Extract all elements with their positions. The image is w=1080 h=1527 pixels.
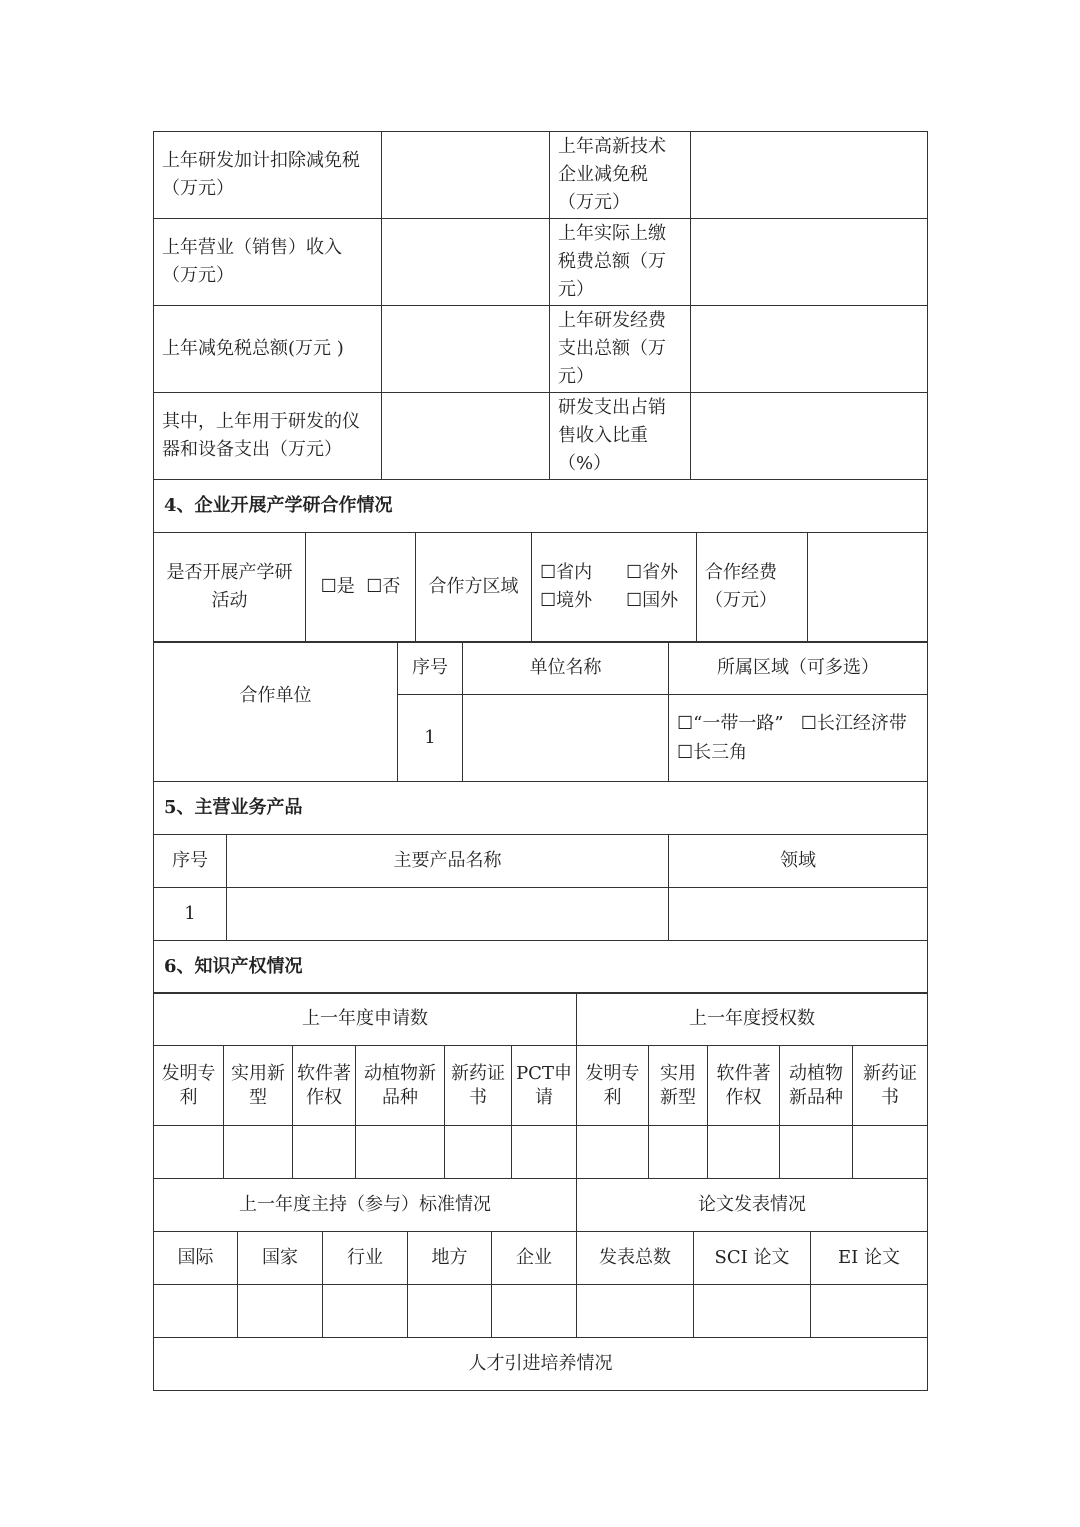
standards-table xyxy=(153,1178,928,1391)
apply-col-header: 发明专利 xyxy=(154,1046,224,1126)
area-header: 所属区域（可多选） xyxy=(669,642,928,695)
apply-value-field[interactable] xyxy=(356,1126,445,1179)
belt-road-checkbox[interactable]: ☐“一带一路” xyxy=(677,713,784,734)
grant-col-header: 实用新型 xyxy=(649,1046,708,1126)
standard-value-field[interactable] xyxy=(238,1284,323,1337)
section-title-coop: 4、企业开展产学研合作情况 xyxy=(154,480,928,533)
grant-col-header: 动植物新品种 xyxy=(780,1046,853,1126)
apply-col-header: 动植物新品种 xyxy=(356,1046,445,1126)
finance-label: 上年高新技术企业减免税（万元） xyxy=(550,132,691,219)
product-field-field[interactable] xyxy=(669,887,928,940)
finance-row xyxy=(154,132,928,219)
activity-options xyxy=(306,532,416,642)
standards-block xyxy=(153,1178,927,1391)
region-option-checkbox[interactable]: ☐省内 xyxy=(540,562,593,583)
finance-row xyxy=(154,306,928,393)
standard-col-header: 企业 xyxy=(492,1231,577,1284)
grant-col-header: 软件著作权 xyxy=(708,1046,780,1126)
finance-value-field[interactable] xyxy=(382,306,550,393)
apply-col-header: 软件著作权 xyxy=(293,1046,356,1126)
yes-checkbox[interactable]: ☐是 xyxy=(320,576,355,597)
finance-label: 上年研发经费支出总额（万元） xyxy=(550,306,691,393)
ip-block xyxy=(153,992,927,1179)
finance-label: 研发支出占销售收入比重（%） xyxy=(550,393,691,480)
product-name-field[interactable] xyxy=(227,887,669,940)
coop-activity-block xyxy=(153,532,927,643)
grant-value-field[interactable] xyxy=(708,1126,780,1179)
standard-header: 上一年度主持（参与）标准情况 xyxy=(154,1178,577,1231)
finance-label: 上年研发加计扣除减免税（万元） xyxy=(154,132,382,219)
form-page xyxy=(153,131,927,1391)
area-options xyxy=(669,695,928,782)
activity-label: 是否开展产学研活动 xyxy=(154,532,306,642)
product-row xyxy=(154,887,928,940)
unit-name-header: 单位名称 xyxy=(463,642,669,695)
fee-value-field[interactable] xyxy=(808,532,928,642)
seq-header: 序号 xyxy=(398,642,463,695)
products-block xyxy=(153,834,927,994)
row-seq: 1 xyxy=(398,695,463,782)
coop-unit-table xyxy=(153,641,928,835)
product-field-header: 领域 xyxy=(669,834,928,887)
product-name-header: 主要产品名称 xyxy=(227,834,669,887)
coop-unit-label: 合作单位 xyxy=(154,642,398,782)
section-title-products: 5、主营业务产品 xyxy=(154,782,928,835)
paper-value-field[interactable] xyxy=(577,1284,694,1337)
standard-col-header: 行业 xyxy=(323,1231,408,1284)
no-checkbox[interactable]: ☐否 xyxy=(366,576,401,597)
standard-col-header: 国家 xyxy=(238,1231,323,1284)
finance-label: 上年减免税总额(万元 ) xyxy=(154,306,382,393)
finance-value-field[interactable] xyxy=(382,132,550,219)
finance-row xyxy=(154,219,928,306)
region-option-checkbox[interactable]: ☐境外 xyxy=(540,590,593,611)
yangtze-belt-checkbox[interactable]: ☐长江经济带 xyxy=(800,713,907,734)
product-seq-header: 序号 xyxy=(154,834,227,887)
grant-col-header: 发明专利 xyxy=(577,1046,649,1126)
paper-col-header: SCI 论文 xyxy=(694,1231,811,1284)
coop-activity-table xyxy=(153,532,928,643)
finance-label: 其中，上年用于研发的仪器和设备支出（万元） xyxy=(154,393,382,480)
finance-value-field[interactable] xyxy=(691,393,928,480)
region-options xyxy=(532,532,697,642)
finance-value-field[interactable] xyxy=(691,132,928,219)
apply-value-field[interactable] xyxy=(293,1126,356,1179)
grant-col-header: 新药证书 xyxy=(853,1046,928,1126)
paper-header: 论文发表情况 xyxy=(577,1178,928,1231)
standard-col-header: 国际 xyxy=(154,1231,238,1284)
grant-value-field[interactable] xyxy=(649,1126,708,1179)
apply-col-header: 实用新型 xyxy=(224,1046,293,1126)
ip-table xyxy=(153,992,928,1179)
coop-unit-block xyxy=(153,641,927,835)
standard-value-field[interactable] xyxy=(408,1284,492,1337)
paper-col-header: 发表总数 xyxy=(577,1231,694,1284)
finance-value-field[interactable] xyxy=(691,219,928,306)
standard-col-header: 地方 xyxy=(408,1231,492,1284)
products-table xyxy=(153,834,928,994)
unit-name-field[interactable] xyxy=(463,695,669,782)
apply-col-header: 新药证书 xyxy=(445,1046,512,1126)
standards-value-row xyxy=(154,1284,928,1337)
apply-value-field[interactable] xyxy=(224,1126,293,1179)
standard-value-field[interactable] xyxy=(323,1284,408,1337)
region-option-checkbox[interactable]: ☐国外 xyxy=(626,590,679,611)
talent-header: 人才引进培养情况 xyxy=(154,1337,928,1390)
grant-value-field[interactable] xyxy=(853,1126,928,1179)
region-label: 合作方区域 xyxy=(416,532,532,642)
apply-value-field[interactable] xyxy=(154,1126,224,1179)
apply-header: 上一年度申请数 xyxy=(154,993,577,1046)
paper-col-header: EI 论文 xyxy=(811,1231,928,1284)
fee-label: 合作经费（万元） xyxy=(697,532,808,642)
apply-value-field[interactable] xyxy=(512,1126,577,1179)
apply-value-field[interactable] xyxy=(445,1126,512,1179)
standard-value-field[interactable] xyxy=(154,1284,238,1337)
standard-value-field[interactable] xyxy=(492,1284,577,1337)
grant-header: 上一年度授权数 xyxy=(577,993,928,1046)
region-option-checkbox[interactable]: ☐省外 xyxy=(626,562,679,583)
paper-value-field[interactable] xyxy=(811,1284,928,1337)
finance-label: 上年实际上缴税费总额（万元） xyxy=(550,219,691,306)
finance-row xyxy=(154,393,928,480)
finance-label: 上年营业（销售）收入（万元） xyxy=(154,219,382,306)
yangtze-delta-checkbox[interactable]: ☐长三角 xyxy=(677,742,748,763)
finance-value-field[interactable] xyxy=(382,393,550,480)
finance-table xyxy=(153,131,928,533)
apply-col-header: PCT申请 xyxy=(512,1046,577,1126)
finance-value-field[interactable] xyxy=(691,306,928,393)
grant-value-field[interactable] xyxy=(577,1126,649,1179)
product-seq: 1 xyxy=(154,887,227,940)
grant-value-field[interactable] xyxy=(780,1126,853,1179)
ip-value-row xyxy=(154,1126,928,1179)
section-title-ip: 6、知识产权情况 xyxy=(154,940,928,993)
finance-block xyxy=(153,131,927,533)
finance-value-field[interactable] xyxy=(382,219,550,306)
paper-value-field[interactable] xyxy=(694,1284,811,1337)
